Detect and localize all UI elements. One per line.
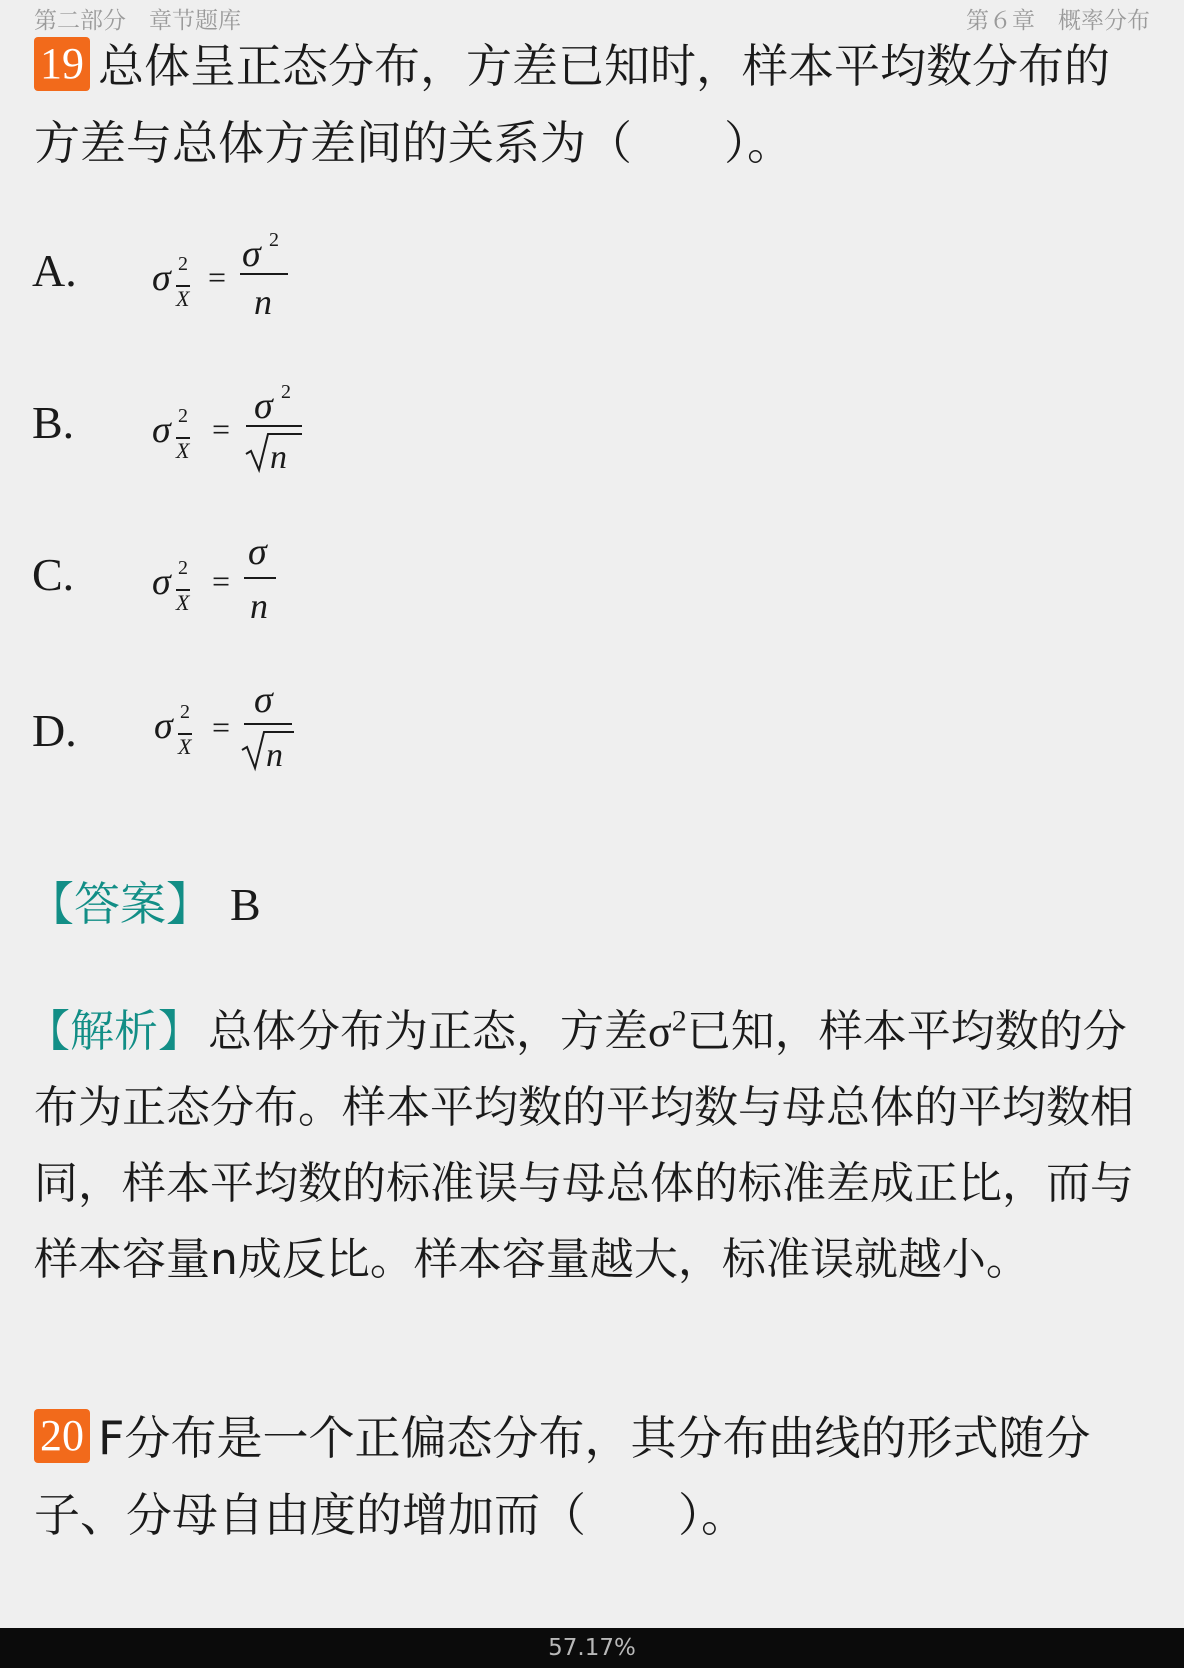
svg-text:2: 2: [178, 253, 188, 275]
analysis-sigma: σ: [648, 1007, 672, 1056]
svg-text:σ: σ: [248, 531, 267, 573]
svg-text:2: 2: [180, 701, 190, 723]
analysis-sigma-exponent: 2: [671, 1004, 687, 1038]
answer-line: [28, 872, 261, 937]
question-19: [34, 28, 1154, 182]
svg-text:σ: σ: [154, 705, 173, 747]
option-c-formula: [142, 526, 312, 646]
question-text: F分布是一个正偏态分布，其分布曲线的形式随分子、分母自由度的增加而（ ）。: [34, 1411, 1091, 1542]
question-20: [34, 1400, 1154, 1554]
reader-footer-bar: [0, 1628, 1184, 1668]
svg-text:=: =: [212, 709, 231, 745]
svg-text:=: =: [212, 411, 231, 447]
option-letter: A.: [32, 245, 77, 296]
svg-text:X: X: [176, 590, 190, 615]
option-a[interactable]: [32, 222, 432, 342]
question-number-badge: 19: [34, 37, 90, 91]
svg-text:2: 2: [269, 229, 279, 251]
svg-text:σ: σ: [152, 561, 171, 603]
svg-text:n: n: [250, 586, 268, 626]
answer-label: 【答案】: [28, 877, 212, 931]
option-letter: B.: [32, 397, 75, 448]
analysis-block: [26, 994, 1150, 1298]
svg-text:n: n: [254, 282, 272, 322]
reading-progress: 57.17%: [548, 1635, 636, 1661]
option-a-formula: [142, 222, 312, 342]
svg-text:2: 2: [178, 557, 188, 579]
svg-text:2: 2: [281, 381, 291, 403]
svg-text:n: n: [270, 439, 287, 476]
analysis-text-2: 已知，样本平均数的分布为正态分布。样本平均数的平均数与母总体的平均数相同，样本平均数的标准误与母总体的标准差成正比，而与样本容量n成反比。样本容量越大，标准误就越小。: [34, 1006, 1134, 1285]
svg-text:σ: σ: [254, 385, 273, 427]
option-letter: D.: [32, 705, 77, 756]
question-text: 总体呈正态分布，方差已知时，样本平均数分布的方差与总体方差间的关系为（ ）。: [34, 39, 1110, 170]
header-chapter: 第６章 概率分布: [966, 8, 1150, 34]
svg-text:2: 2: [178, 405, 188, 427]
header-section: 第二部分 章节题库: [34, 8, 241, 34]
svg-text:=: =: [212, 563, 231, 599]
option-c[interactable]: [32, 526, 432, 646]
option-letter: C.: [32, 549, 75, 600]
svg-text:σ: σ: [152, 257, 171, 299]
svg-text:σ: σ: [254, 682, 273, 721]
svg-text:=: =: [208, 259, 227, 295]
option-d-formula: [142, 682, 312, 802]
svg-text:σ: σ: [152, 409, 171, 451]
question-number-badge: 20: [34, 1409, 90, 1463]
analysis-label: 【解析】: [26, 1006, 202, 1057]
svg-text:X: X: [176, 438, 190, 463]
option-b[interactable]: [32, 374, 432, 494]
svg-text:σ: σ: [242, 233, 261, 275]
answer-value: B: [230, 879, 261, 930]
svg-text:X: X: [178, 734, 192, 759]
option-b-formula: [142, 374, 322, 494]
analysis-text-1: 总体分布为正态，方差: [208, 1006, 648, 1057]
svg-text:n: n: [266, 737, 283, 774]
option-d[interactable]: [32, 682, 432, 802]
svg-text:X: X: [176, 286, 190, 311]
